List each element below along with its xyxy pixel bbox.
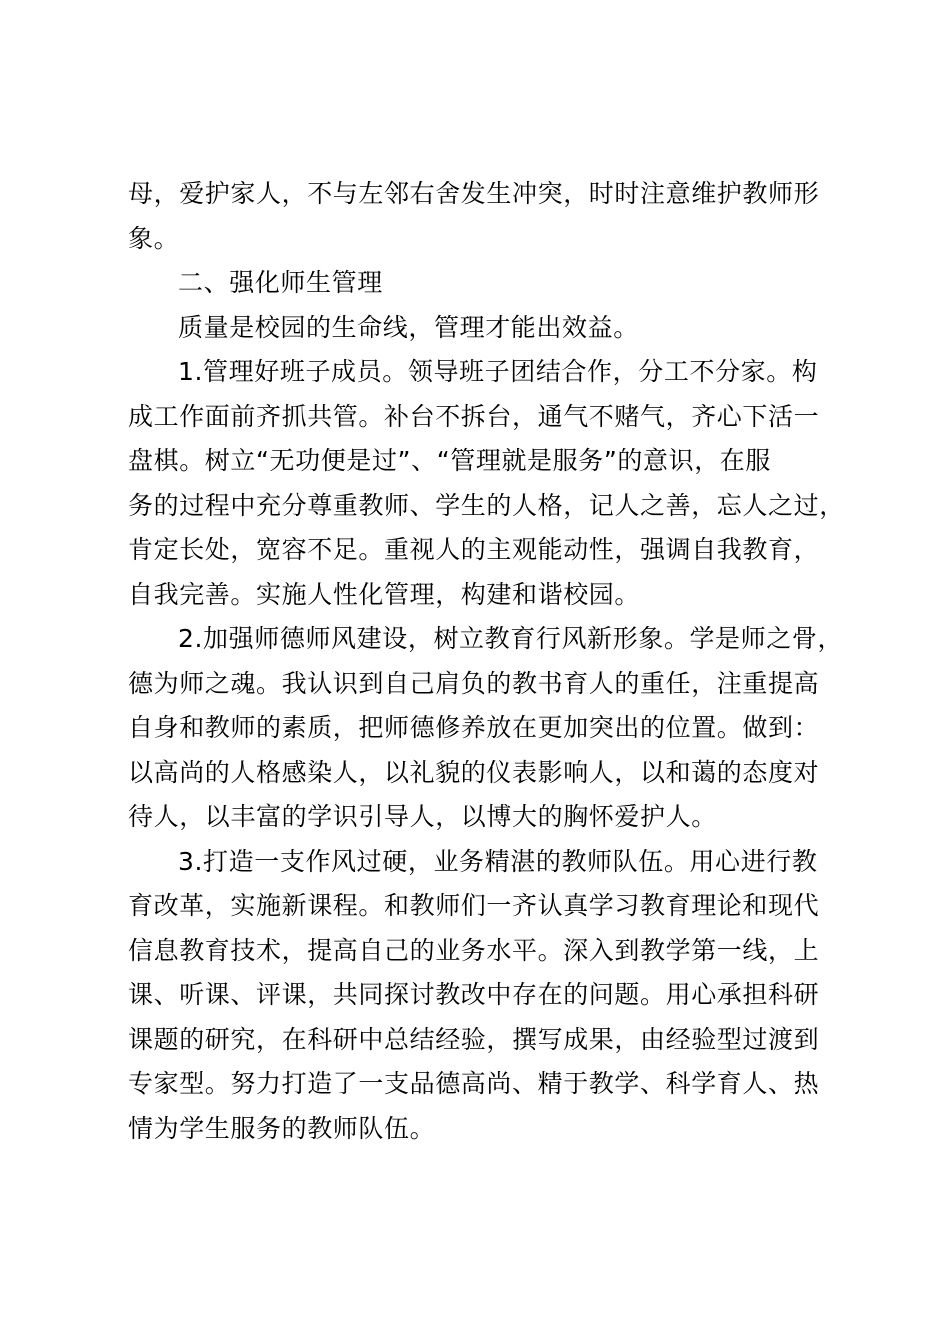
- text-line: 3.打造一支作风过硬，业务精湛的教师队伍。用心进行教: [178, 846, 818, 876]
- text-line: 务的过程中充分尊重教师、学生的人格，记人之善，忘人之过，: [128, 490, 845, 520]
- text-line: 德为师之魂。我认识到自己肩负的教书育人的重任，注重提高: [128, 668, 820, 698]
- text-line: 课、听课、评课，共同探讨教改中存在的问题。用心承担科研: [128, 980, 820, 1009]
- text-line: 育改革，实施新课程。和教师们一齐认真学习教育理论和现代: [128, 891, 820, 920]
- text-line: 课题的研究，在科研中总结经验，撰写成果，由经验型过渡到: [128, 1024, 820, 1054]
- text-line: 母，爱护家人，不与左邻右舍发生冲突，时时注意维护教师形: [128, 179, 820, 208]
- text-line: 情为学生服务的教师队伍。: [128, 1113, 436, 1143]
- text-line: 质量是校园的生命线，管理才能出效益。: [178, 312, 639, 342]
- text-line: 肯定长处，宽容不足。重视人的主观能动性，强调自我教育，: [128, 535, 820, 564]
- document-body: [128, 172, 858, 1151]
- text-line: 以高尚的人格感染人，以礼貌的仪表影响人，以和蔼的态度对: [128, 757, 820, 787]
- text-line: 信息教育技术，提高自己的业务水平。深入到教学第一线，上: [128, 935, 820, 965]
- text-line: 象。: [128, 223, 180, 253]
- section-heading: 二、强化师生管理: [178, 268, 383, 297]
- text-line: 待人，以丰富的学识引导人，以博大的胸怀爱护人。: [128, 802, 717, 831]
- text-line: 自我完善。实施人性化管理，构建和谐校园。: [128, 579, 641, 609]
- text-line: 盘棋。树立“无功便是过”、“管理就是服务”的意识，在服: [128, 446, 772, 475]
- text-line: 专家型。努力打造了一支品德高尚、精于教学、科学育人、热: [128, 1069, 820, 1098]
- text-line: 2.加强师德师风建设，树立教育行风新形象。学是师之骨，: [178, 624, 844, 653]
- text-line: 1.管理好班子成员。领导班子团结合作，分工不分家。构: [178, 357, 818, 386]
- text-line: 成工作面前齐抓共管。补台不拆台，通气不赌气，齐心下活一: [128, 401, 820, 431]
- text-line: 自身和教师的素质，把师德修养放在更加突出的位置。做到：: [128, 713, 820, 742]
